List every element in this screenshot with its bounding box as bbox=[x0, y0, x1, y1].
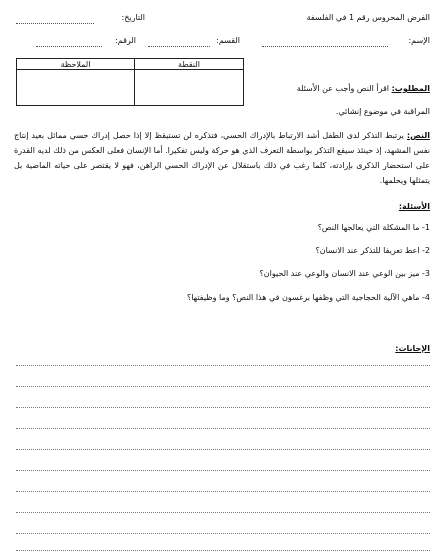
class-field[interactable] bbox=[148, 45, 210, 47]
task-line bbox=[250, 83, 430, 95]
question-item: 4- ماهي الآلية الحجاجية التي وظفها برغسون في هذا النص؟ وما وظيفتها؟ bbox=[187, 293, 430, 302]
answers-label: الإجابات: bbox=[395, 344, 430, 353]
text-body: يرتبط التذكر لدى الطفل أشد الارتباط بالإدراك الحسي، فتذكره لن تستيقظ إلا إذا حصل إدراك حسي مماثل بعيد إنتاج نفس المشهد، إذ حينئذ سيقع التذكر بواسطة التعرف الذي هو حركة وليس تفكيرا. أما الإنسان فعلى العكس من ذلك لديه القدرة على استحضار الذكرى بإرادته، كلما رغب في ذلك باستقلال عن الإدراك الحسي الراهن، فهو لا يقتصر على حياته الماضية بل يتمثلها ويحلمها. bbox=[14, 131, 430, 185]
answer-line[interactable] bbox=[16, 427, 430, 429]
text-passage bbox=[14, 128, 430, 188]
answer-line[interactable] bbox=[16, 511, 430, 513]
text-label: النص: bbox=[406, 131, 430, 140]
class-label: القسم: bbox=[216, 36, 240, 45]
exam-title: الفرض المحروس رقم 1 في الفلسفة bbox=[306, 13, 430, 22]
date-label: التاريخ: bbox=[121, 13, 145, 22]
answer-line[interactable] bbox=[16, 385, 430, 387]
answer-line[interactable] bbox=[16, 448, 430, 450]
question-item: 1- ما المشكلة التي يعالجها النص؟ bbox=[317, 223, 430, 232]
name-field[interactable] bbox=[262, 45, 388, 47]
grade-header: النقطة bbox=[135, 59, 244, 70]
required-text: اقرأ النص وأجب عن الأسئلة bbox=[296, 84, 392, 93]
notes-cell[interactable] bbox=[17, 70, 135, 106]
questions-label: الأسئلة: bbox=[398, 202, 430, 211]
number-field[interactable] bbox=[36, 45, 102, 47]
question-item: 3- ميز بين الوعي عند الانسان والوعي عند الحيوان؟ bbox=[259, 269, 430, 278]
answer-line[interactable] bbox=[16, 406, 430, 408]
notes-header: الملاحظة bbox=[17, 59, 135, 70]
answer-line[interactable] bbox=[16, 532, 430, 534]
answer-line[interactable] bbox=[16, 490, 430, 492]
answer-line[interactable] bbox=[16, 549, 430, 551]
required-label: المطلوب: bbox=[391, 84, 430, 93]
answer-line[interactable] bbox=[16, 364, 430, 366]
number-label: الرقم: bbox=[115, 36, 136, 45]
grade-cell[interactable] bbox=[135, 70, 244, 106]
name-label: الإسم: bbox=[408, 36, 430, 45]
question-item: 2- اعط تعريفا للتذكر عند الانسان؟ bbox=[315, 246, 430, 255]
date-field[interactable] bbox=[16, 22, 94, 24]
task-note: المراقبة في موضوع إنشائي. bbox=[335, 107, 430, 116]
grade-table bbox=[16, 58, 244, 106]
answer-line[interactable] bbox=[16, 469, 430, 471]
